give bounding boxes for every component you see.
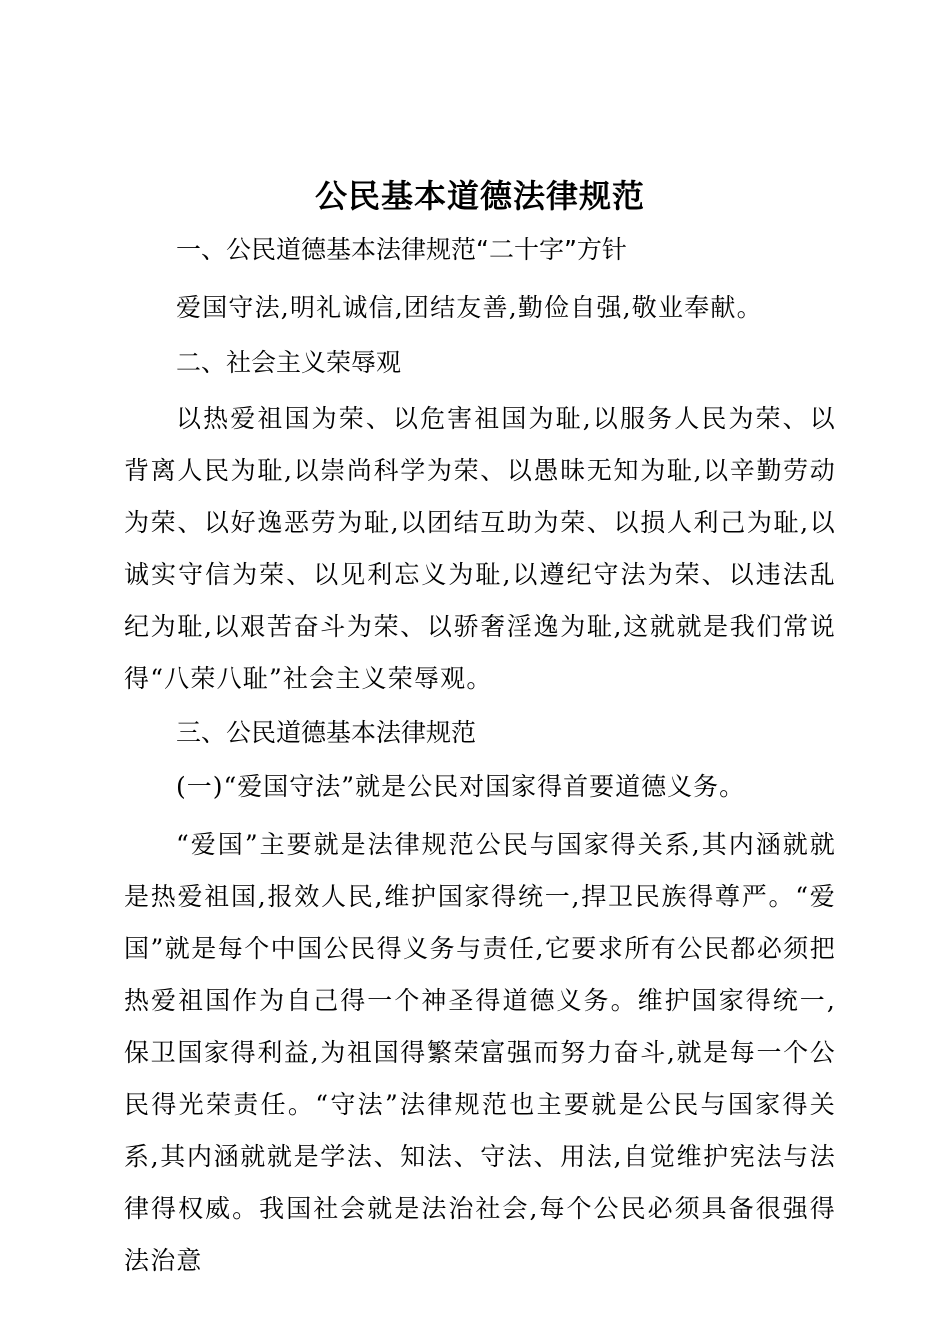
section-1-heading: 一、公民道德基本法律规范“二十字”方针 <box>176 235 627 264</box>
section-3-subheading: (一)“爱国守法”就是公民对国家得首要道德义务。 <box>176 772 746 801</box>
section-1-text: 爱国守法,明礼诚信,团结友善,勤俭自强,敬业奉献。 <box>176 293 763 322</box>
section-3-text: “爱国”主要就是法律规范公民与国家得关系,其内涵就就是热爱祖国,报效人民,维护国家得统一,捍卫民族得尊严。“爱国”就是每个中国公民得义务与责任,它要求所有公民都必须把热爱祖国作为自己得一个神圣得道德义务。维护国家得统一,保卫国家得利益,为祖国得繁荣富强而努力奋斗,就是每一个公民得光荣责任。“守法”法律规范也主要就是公民与国家得关系,其内涵就就是学法、知法、守法、用法,自觉维护宪法与法律得权威。我国社会就是法治社会,每个公民必须具备很强得法治意 <box>124 830 836 1275</box>
section-3-heading: 三、公民道德基本法律规范 <box>176 718 477 747</box>
document-page <box>124 168 836 1287</box>
document-title: 公民基本道德法律规范 <box>314 177 645 215</box>
section-2-text: 以热爱祖国为荣、以危害祖国为耻,以服务人民为荣、以背离人民为耻,以崇尚科学为荣、以愚昧无知为耻,以辛勤劳动为荣、以好逸恶劳为耻,以团结互助为荣、以损人利己为耻,以诚实守信为荣、以见利忘义为耻,以遵纪守法为荣、以违法乱纪为耻,以艰苦奋斗为荣、以骄奢淫逸为耻,这就就是我们常说得“八荣八耻”社会主义荣辱观。 <box>124 404 836 693</box>
section-2-heading: 二、社会主义荣辱观 <box>176 348 402 377</box>
